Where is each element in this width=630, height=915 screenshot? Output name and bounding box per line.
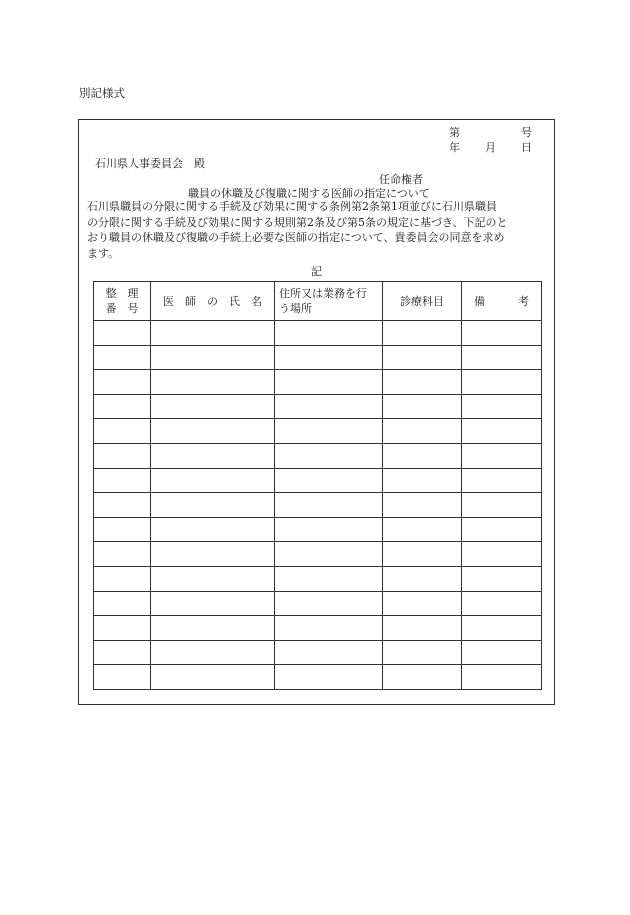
table-cell[interactable] — [94, 616, 151, 641]
table-cell[interactable] — [151, 665, 275, 690]
table-cell[interactable] — [94, 345, 151, 370]
table-row — [94, 321, 542, 346]
table-cell[interactable] — [275, 468, 383, 493]
table-cell[interactable] — [462, 665, 542, 690]
date-month: 月 — [485, 141, 496, 154]
table-cell[interactable] — [462, 468, 542, 493]
table-cell[interactable] — [275, 321, 383, 346]
column-header-number: 整 理 番 号 — [94, 282, 151, 321]
table-cell[interactable] — [383, 616, 462, 641]
table-cell[interactable] — [462, 591, 542, 616]
body-line: 石川県職員の分限に関する手続及び効果に関する条例第2条第1項並びに石川県職員 — [87, 200, 497, 213]
table-cell[interactable] — [275, 443, 383, 468]
form-label: 別記様式 — [79, 86, 125, 100]
table-row — [94, 493, 542, 518]
table-cell[interactable] — [151, 443, 275, 468]
table-cell[interactable] — [462, 419, 542, 444]
table-cell[interactable] — [94, 665, 151, 690]
table-cell[interactable] — [151, 419, 275, 444]
table-cell[interactable] — [383, 345, 462, 370]
table-cell[interactable] — [94, 321, 151, 346]
table-cell[interactable] — [94, 419, 151, 444]
addressee: 石川県人事委員会 殿 — [95, 157, 205, 170]
table-cell[interactable] — [462, 493, 542, 518]
table-cell[interactable] — [383, 370, 462, 395]
body-line: おり職員の休職及び復職の手続上必要な医師の指定について、貴委員会の同意を求め — [87, 231, 505, 244]
table-cell[interactable] — [462, 345, 542, 370]
table-cell[interactable] — [94, 542, 151, 567]
ki-heading: 記 — [311, 265, 322, 278]
table-cell[interactable] — [383, 468, 462, 493]
table-cell[interactable] — [151, 640, 275, 665]
column-header-address: 住所又は業務を行 う場所 — [275, 282, 383, 321]
number-prefix: 第 — [449, 126, 460, 139]
table-cell[interactable] — [151, 542, 275, 567]
table-cell[interactable] — [462, 616, 542, 641]
table-row — [94, 345, 542, 370]
table-cell[interactable] — [94, 493, 151, 518]
table-cell[interactable] — [383, 591, 462, 616]
table-row — [94, 665, 542, 690]
table-cell[interactable] — [94, 566, 151, 591]
table-cell[interactable] — [275, 566, 383, 591]
table-cell[interactable] — [151, 370, 275, 395]
table-row — [94, 443, 542, 468]
table-cell[interactable] — [462, 640, 542, 665]
table-cell[interactable] — [275, 665, 383, 690]
sender: 任命権者 — [379, 173, 423, 186]
table-cell[interactable] — [94, 591, 151, 616]
table-row — [94, 419, 542, 444]
column-header-remarks: 備 考 — [462, 282, 542, 321]
table-cell[interactable] — [151, 468, 275, 493]
table-cell[interactable] — [383, 321, 462, 346]
column-header-department: 診療科目 — [383, 282, 462, 321]
table-cell[interactable] — [151, 591, 275, 616]
table-cell[interactable] — [94, 370, 151, 395]
table-cell[interactable] — [383, 517, 462, 542]
table-cell[interactable] — [383, 665, 462, 690]
table-row — [94, 394, 542, 419]
doctor-table — [93, 281, 542, 690]
table-header-row — [94, 282, 542, 321]
column-header-doctor-name: 医 師 の 氏 名 — [151, 282, 275, 321]
table-cell[interactable] — [151, 394, 275, 419]
table-cell[interactable] — [383, 419, 462, 444]
table-cell[interactable] — [383, 493, 462, 518]
table-cell[interactable] — [383, 566, 462, 591]
table-cell[interactable] — [94, 468, 151, 493]
table-cell[interactable] — [151, 616, 275, 641]
table-cell[interactable] — [462, 542, 542, 567]
date-year: 年 — [449, 141, 460, 154]
table-cell[interactable] — [275, 616, 383, 641]
table-cell[interactable] — [462, 321, 542, 346]
table-row — [94, 616, 542, 641]
table-cell[interactable] — [151, 345, 275, 370]
table-cell[interactable] — [151, 493, 275, 518]
table-cell[interactable] — [383, 640, 462, 665]
table-row — [94, 591, 542, 616]
number-suffix: 号 — [521, 126, 532, 139]
document-number — [449, 124, 532, 140]
table-cell[interactable] — [275, 394, 383, 419]
table-cell[interactable] — [275, 370, 383, 395]
document-date — [449, 139, 532, 155]
table-cell[interactable] — [275, 591, 383, 616]
table-cell[interactable] — [151, 321, 275, 346]
body-text — [87, 199, 548, 261]
table-cell[interactable] — [94, 443, 151, 468]
table-cell[interactable] — [383, 443, 462, 468]
table-cell[interactable] — [462, 370, 542, 395]
table-cell[interactable] — [275, 345, 383, 370]
table-row — [94, 370, 542, 395]
table-row — [94, 566, 542, 591]
body-line: ます。 — [87, 246, 120, 260]
table-cell[interactable] — [94, 640, 151, 665]
table-row — [94, 468, 542, 493]
table-cell[interactable] — [275, 542, 383, 567]
table-cell[interactable] — [462, 566, 542, 591]
table-cell[interactable] — [94, 517, 151, 542]
table-cell[interactable] — [94, 394, 151, 419]
table-cell[interactable] — [462, 517, 542, 542]
subject-title: 職員の休職及び復職に関する医師の指定について — [188, 187, 430, 200]
table-cell[interactable] — [275, 493, 383, 518]
table-cell[interactable] — [151, 566, 275, 591]
table-row — [94, 517, 542, 542]
table-cell[interactable] — [275, 419, 383, 444]
table-row — [94, 640, 542, 665]
body-line: の分限に関する手続及び効果に関する規則第2条及び第5条の規定に基づき、下記のと — [87, 215, 508, 229]
table-cell[interactable] — [275, 517, 383, 542]
table-cell[interactable] — [462, 443, 542, 468]
date-day: 日 — [521, 141, 532, 154]
table-cell[interactable] — [151, 517, 275, 542]
table-cell[interactable] — [383, 394, 462, 419]
table-cell[interactable] — [462, 394, 542, 419]
table-cell[interactable] — [275, 640, 383, 665]
table-row — [94, 542, 542, 567]
table-cell[interactable] — [383, 542, 462, 567]
